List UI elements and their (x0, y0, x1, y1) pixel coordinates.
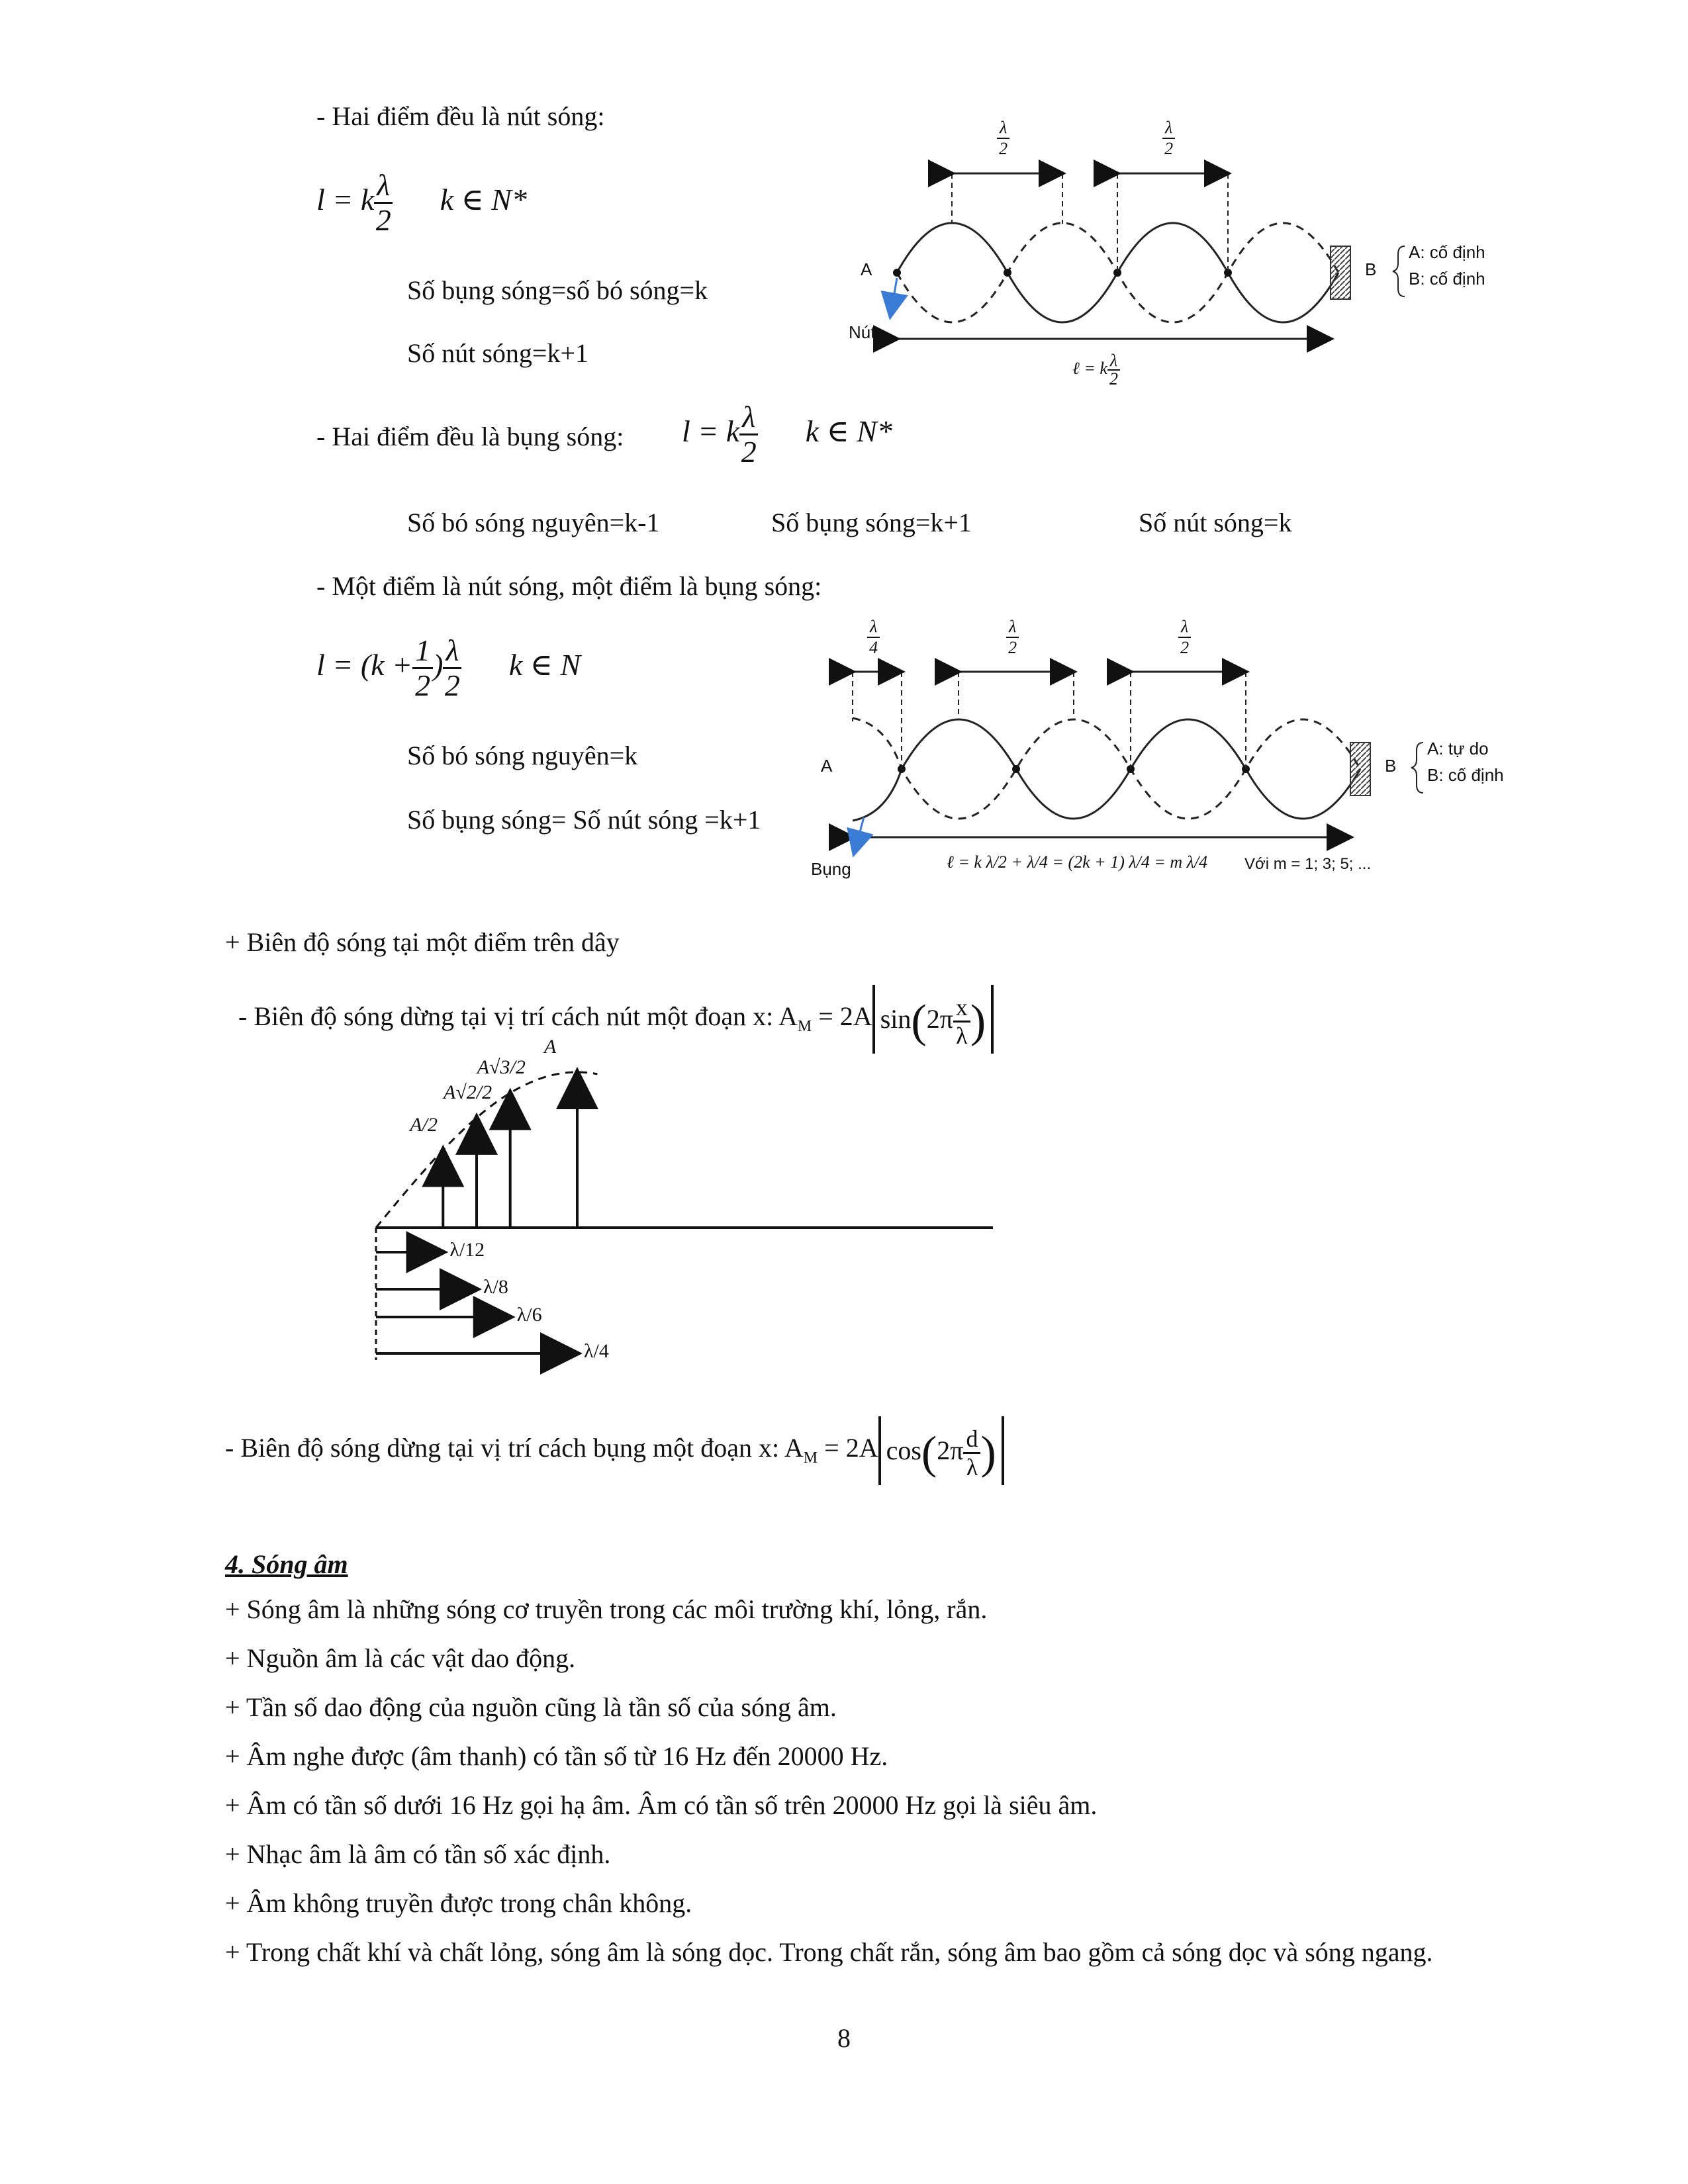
frac-den: 2 (999, 139, 1008, 158)
frac-den: 2 (1109, 369, 1119, 388)
arg: 2π (937, 1435, 964, 1465)
section4-line: + Sóng âm là những sóng cơ truyền trong các môi trường khí, lỏng, rắn. (225, 1594, 988, 1624)
frac-den: λ (966, 1454, 978, 1481)
section4-line: + Âm có tần số dưới 16 Hz gọi hạ âm. Âm có tần số trên 20000 Hz gọi là siêu âm. (225, 1790, 1098, 1820)
length-label: ℓ = k λ/2 + λ/4 = (2k + 1) λ/4 = m λ/4 (947, 852, 1208, 872)
section4-line: + Nguồn âm là các vật dao động. (225, 1643, 576, 1673)
frac-den: 2 (1164, 139, 1174, 158)
sub-m: M (803, 1449, 818, 1467)
section4-line: + Tần số dao động của nguồn cũng là tần số của sóng âm. (225, 1692, 837, 1722)
frac-num: λ (1006, 617, 1019, 638)
frac-num: x (953, 994, 970, 1023)
section4-line: + Nhạc âm là âm có tần số xác định. (225, 1839, 611, 1869)
frac-den: λ (956, 1023, 968, 1050)
amplitude-point-label: A√3/2 (477, 1056, 526, 1079)
page-number: 8 (837, 2023, 851, 2053)
label-a: A (861, 259, 872, 279)
case3-line1: Số bó sóng nguyên=k (407, 741, 638, 770)
cond-b: B: cố định (1427, 765, 1504, 785)
case3-line2: Số bụng sóng= Số nút sóng =k+1 (407, 805, 761, 835)
frac-num: λ (739, 400, 758, 435)
frac-num: λ (1107, 352, 1120, 371)
amplitude-point-label: A (544, 1036, 557, 1058)
case1-line2: Số nút sóng=k+1 (407, 338, 589, 368)
label-b: B (1365, 259, 1377, 279)
func-cos: cos (886, 1435, 921, 1465)
cond-b: B: cố định (1409, 269, 1485, 289)
frac-den: 2 (415, 668, 431, 702)
paren: ) (980, 1427, 996, 1479)
amplitude-antinode-formula (225, 1416, 1004, 1485)
case2-line3: Số nút sóng=k (1139, 508, 1292, 537)
label-antinode: Bụng (811, 859, 851, 879)
node-text: - Biên độ sóng dừng tại vị trí cách nút một đoạn x: A (238, 1001, 798, 1032)
amplitude-point-label: A/2 (410, 1113, 438, 1136)
case1-line1: Số bụng sóng=số bó sóng=k (407, 275, 708, 305)
frac-num: λ (374, 169, 393, 204)
case1-title: - Hai điểm đều là nút sóng: (316, 101, 605, 131)
distance-label: λ/12 (449, 1239, 485, 1261)
frac-den: 2 (375, 203, 391, 237)
amplitude-point-label: A√2/2 (444, 1081, 492, 1103)
section4-line: + Âm nghe được (âm thanh) có tần số từ 16 Hz đến 20000 Hz. (225, 1741, 888, 1771)
frac-den: 2 (741, 435, 757, 469)
case2-line1: Số bó sóng nguyên=k-1 (407, 508, 660, 537)
case2-title: - Hai điểm đều là bụng sóng: (316, 422, 624, 451)
abs-bars (878, 1416, 1004, 1485)
case3-close: ) (433, 648, 444, 682)
frac-den: 2 (1180, 638, 1190, 657)
case3-domain: k ∈ N (508, 648, 581, 682)
case2-line2: Số bụng sóng=k+1 (771, 508, 972, 537)
section4-heading: 4. Sóng âm (225, 1549, 348, 1579)
section4-line: + Trong chất khí và chất lỏng, sóng âm là sóng dọc. Trong chất rắn, sóng âm bao gồm cả sóng dọc và sóng ngang. (225, 1937, 1433, 1967)
frac-num: λ (443, 634, 461, 669)
label-node: Nút (849, 322, 876, 342)
func-sin: sin (880, 1004, 912, 1034)
case1-domain: k ∈ N* (440, 183, 527, 217)
frac-num: λ (867, 617, 880, 638)
cond-a: A: tự do (1427, 739, 1489, 758)
frac-num: 1 (412, 634, 433, 669)
case3-title: - Một điểm là nút sóng, một điểm là bụng sóng: (316, 571, 822, 601)
antinode-eq: = 2A (824, 1433, 878, 1463)
frac-den: 2 (1008, 638, 1017, 657)
distance-label: λ/4 (584, 1340, 609, 1362)
distance-label: λ/6 (516, 1304, 542, 1326)
paren: ) (970, 995, 986, 1047)
paren: ( (921, 1427, 937, 1479)
node-eq: = 2A (818, 1001, 872, 1032)
case1-formula-lhs: l = k (316, 183, 375, 217)
label-b: B (1385, 756, 1397, 776)
antinode-text: - Biên độ sóng dừng tại vị trí cách bụng một đoạn x: A (225, 1433, 804, 1463)
case3-formula-lhs: l = (k + (316, 648, 413, 682)
section4-line: + Âm không truyền được trong chân không. (225, 1888, 692, 1918)
frac-num: λ (997, 118, 1009, 139)
frac-num: λ (1178, 617, 1191, 638)
sub-m: M (797, 1018, 812, 1036)
frac-num: λ (1162, 118, 1175, 139)
label-a: A (821, 756, 833, 776)
arg: 2π (926, 1004, 953, 1034)
cond-a: A: cố định (1409, 242, 1485, 262)
frac-den: 2 (444, 668, 460, 702)
amplitude-title: + Biên độ sóng tại một điểm trên dây (225, 927, 620, 957)
distance-label: λ/8 (483, 1276, 508, 1298)
frac-den: 4 (869, 638, 878, 657)
paren: ( (911, 995, 927, 1047)
case2-formula-lhs: l = k (682, 414, 740, 449)
case2-domain: k ∈ N* (805, 414, 892, 449)
frac-num: d (963, 1426, 980, 1454)
m-values: Với m = 1; 3; 5; ... (1244, 855, 1372, 873)
length-text: ℓ = k (1072, 358, 1107, 378)
